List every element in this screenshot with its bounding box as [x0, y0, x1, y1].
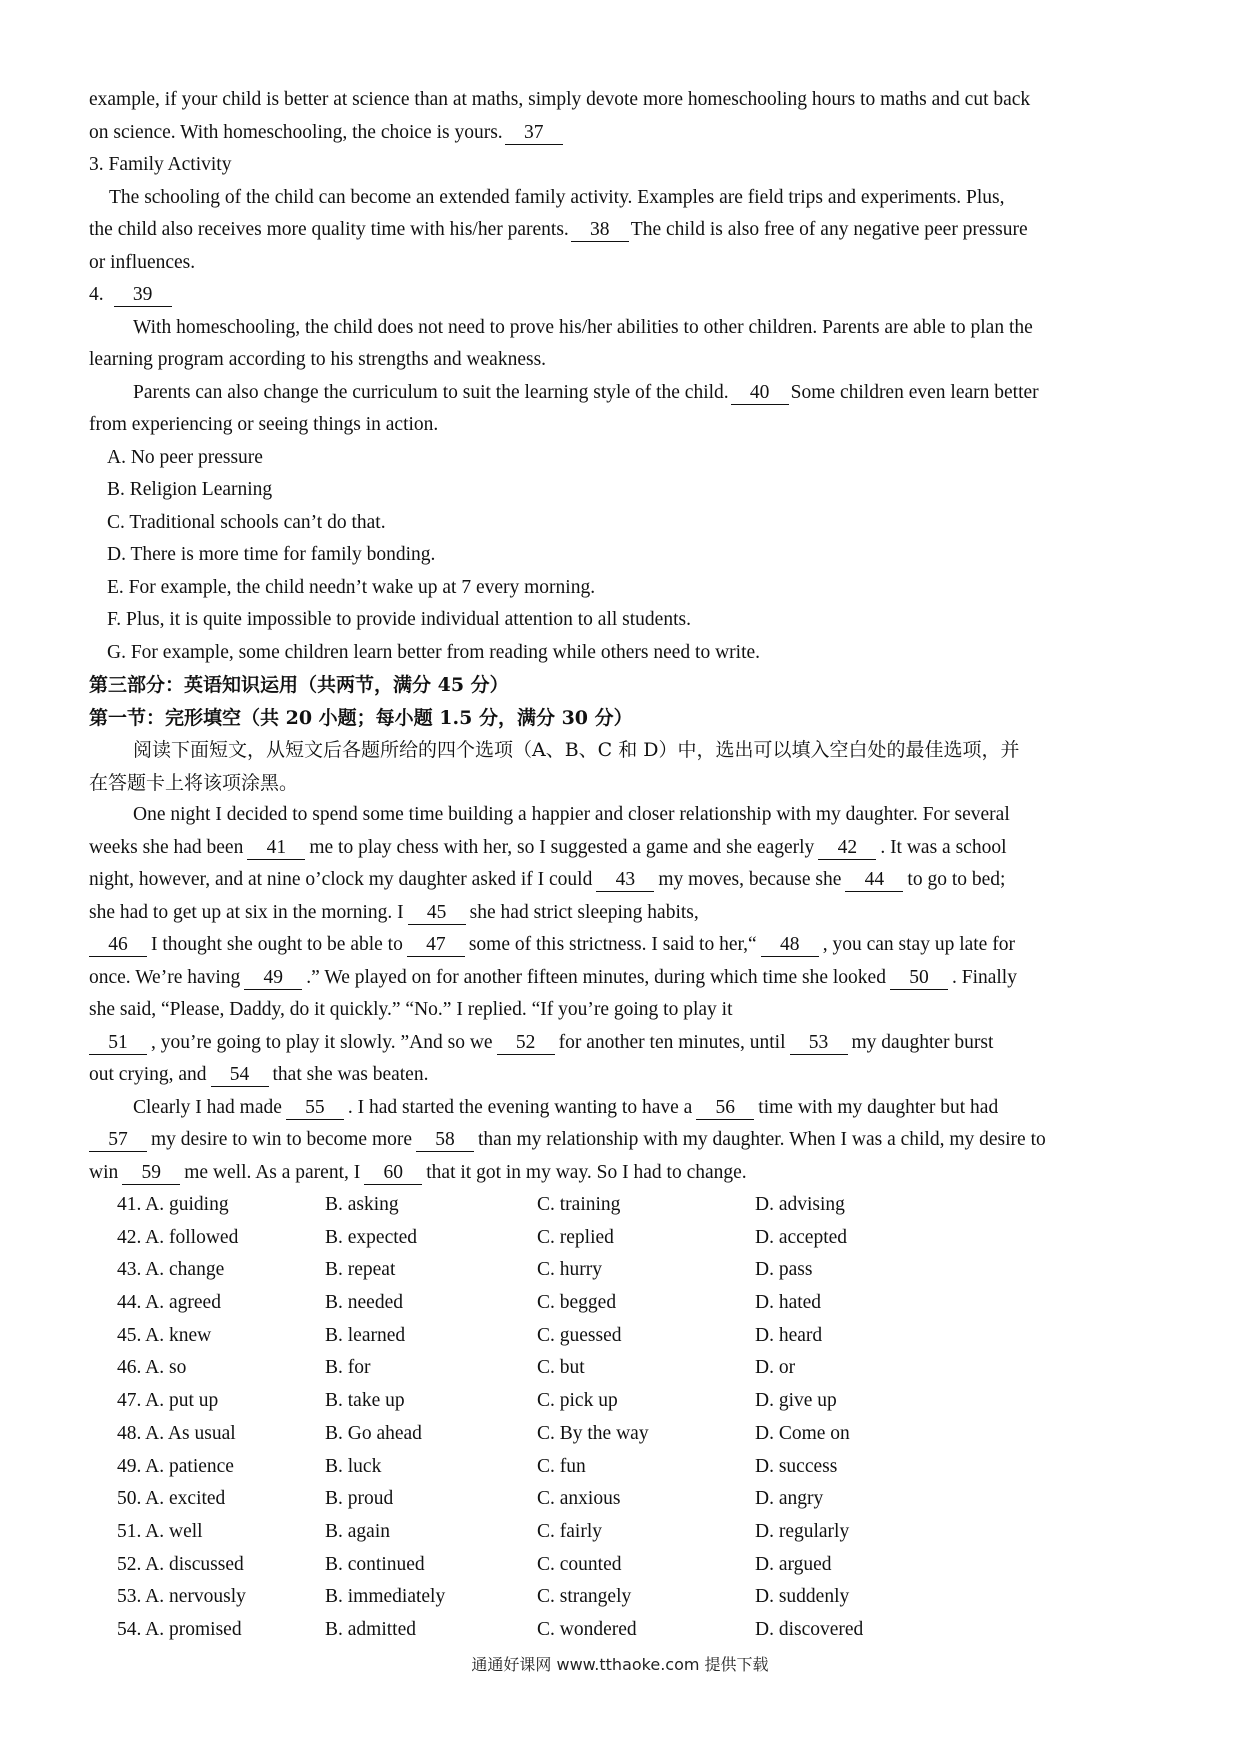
cloze-line: out crying, and 54 that she was beaten. — [89, 1064, 429, 1085]
choice-d: D. pass — [755, 1259, 813, 1281]
cloze-line: night, however, and at nine o’clock my daughter asked if I could 43 my moves, because she 44 to go to bed; — [89, 869, 1006, 890]
choice-b: B. asking — [325, 1194, 399, 1215]
blank-38: 38 — [571, 219, 629, 242]
blank-45: 45 — [408, 902, 466, 925]
choice-a: 41. A. guiding — [117, 1194, 229, 1215]
choice-c: C. replied — [537, 1226, 614, 1248]
text-line: learning program according to his strengths and weakness. — [89, 349, 547, 370]
blank-41: 41 — [247, 837, 305, 860]
instructions-line: 在答题卡上将该项涂黑。 — [89, 771, 299, 794]
choice-c: C. fun — [537, 1455, 586, 1477]
choice-c: C. begged — [537, 1292, 617, 1314]
choice-c: C. wondered — [537, 1618, 637, 1640]
blank-52: 52 — [497, 1032, 555, 1055]
choice-d: D. discovered — [755, 1618, 864, 1640]
choice-a: 49. A. patience — [117, 1455, 234, 1477]
choice-b: B. Go ahead — [325, 1422, 422, 1444]
text-line: With homeschooling, the child does not need to prove his/her abilities to other children. Parents are able to plan the — [133, 316, 1033, 338]
choice-b: B. expected — [325, 1226, 418, 1248]
choice-a: 52. A. discussed — [117, 1553, 244, 1575]
choice-row — [89, 1516, 1159, 1549]
text-line: or influences. — [89, 251, 196, 273]
choice-a: 50. A. excited — [117, 1488, 226, 1510]
blank-37: 37 — [505, 122, 563, 145]
blank-49: 49 — [244, 967, 302, 990]
cloze-line: she said, “Please, Daddy, do it quickly.” “No.” I replied. “If you’re going to play it — [89, 999, 733, 1020]
blank-60: 60 — [364, 1162, 422, 1185]
choice-b: B. take up — [325, 1390, 405, 1412]
blank-58: 58 — [416, 1129, 474, 1152]
choice-b: B. needed — [325, 1292, 403, 1314]
choice-b: B. proud — [325, 1488, 394, 1510]
text-line: on science. With homeschooling, the choice is yours. 37 — [89, 117, 1159, 150]
exam-page — [89, 84, 1159, 1647]
text-line: from experiencing or seeing things in action. — [89, 414, 439, 435]
choice-b: B. for — [325, 1357, 371, 1379]
cloze-line: One night I decided to spend some time building a happier and closer relationship with my daughter. For several — [133, 804, 1010, 825]
blank-44: 44 — [845, 869, 903, 892]
choice-c: C. anxious — [537, 1488, 621, 1510]
choice-row — [89, 1287, 1159, 1320]
choice-row — [89, 1614, 1159, 1647]
blank-53: 53 — [790, 1032, 848, 1055]
choice-b: B. learned — [325, 1324, 406, 1346]
option-f: F. Plus, it is quite impossible to provide individual attention to all students. — [107, 609, 691, 630]
choice-a: 51. A. well — [117, 1520, 203, 1542]
choice-row — [89, 1189, 1159, 1222]
choice-d: D. Come on — [755, 1422, 850, 1444]
choice-d: D. regularly — [755, 1520, 850, 1542]
choice-row — [89, 1254, 1159, 1287]
choice-a: 44. A. agreed — [117, 1292, 221, 1314]
option-c: C. Traditional schools can’t do that. — [107, 511, 386, 533]
part3-heading: 第三部分：英语知识运用（共两节，满分 45 分） — [89, 674, 509, 696]
choice-a: 48. A. As usual — [117, 1422, 236, 1444]
choice-c: C. hurry — [537, 1259, 602, 1281]
choice-d: D. hated — [755, 1292, 822, 1314]
choice-b: B. again — [325, 1520, 390, 1542]
subheading-4: 4. 39 — [89, 279, 1159, 312]
choice-c: C. strangely — [537, 1586, 632, 1608]
choice-d: D. or — [755, 1357, 796, 1379]
choice-row — [89, 1549, 1159, 1582]
blank-40: 40 — [731, 382, 789, 405]
answer-choices — [89, 1189, 1159, 1647]
choice-a: 45. A. knew — [117, 1324, 212, 1346]
text-line: example, if your child is better at science than at maths, simply devote more homeschooling hours to maths and cut back — [89, 89, 1031, 110]
cloze-line: 46 I thought she ought to be able to 47 some of this strictness. I said to her,“ 48 , you can stay up late for — [89, 929, 1159, 962]
text-line: The schooling of the child can become an extended family activity. Examples are field trips and experiments. Plus, — [109, 186, 1005, 208]
choice-a: 47. A. put up — [117, 1390, 219, 1412]
text-line: the child also receives more quality time with his/her parents. 38 The child is also free of any negative peer pressure — [89, 219, 1028, 240]
cloze-line: weeks she had been 41 me to play chess with her, so I suggested a game and she eagerly 42 . It was a school — [89, 836, 1007, 858]
choice-d: D. give up — [755, 1390, 837, 1412]
choice-row — [89, 1320, 1159, 1353]
choice-row — [89, 1581, 1159, 1614]
blank-55: 55 — [286, 1097, 344, 1120]
choice-b: B. luck — [325, 1455, 382, 1477]
cloze-line: she had to get up at six in the morning. I 45 she had strict sleeping habits, — [89, 901, 699, 923]
option-g: G. For example, some children learn better from reading while others need to write. — [107, 641, 761, 663]
blank-47: 47 — [407, 934, 465, 957]
choice-row — [89, 1418, 1159, 1451]
section1-heading: 第一节：完形填空（共 20 小题；每小题 1.5 分，满分 30 分） — [89, 706, 633, 729]
choice-c: C. counted — [537, 1553, 622, 1575]
option-a: A. No peer pressure — [107, 446, 263, 468]
blank-59: 59 — [122, 1162, 180, 1185]
option-e: E. For example, the child needn’t wake up at 7 every morning. — [107, 576, 596, 598]
choice-d: D. accepted — [755, 1226, 848, 1248]
choice-row — [89, 1222, 1159, 1255]
blank-43: 43 — [596, 869, 654, 892]
page-footer: 通通好课网 www.tthaoke.com 提供下载 — [471, 1655, 769, 1674]
choice-d: D. advising — [755, 1194, 845, 1215]
choice-c: C. By the way — [537, 1422, 649, 1444]
choice-c: C. training — [537, 1194, 621, 1215]
text-line: Parents can also change the curriculum to suit the learning style of the child. 40 Some children even learn better — [133, 381, 1039, 403]
blank-42: 42 — [818, 837, 876, 860]
cloze-line: 57 my desire to win to become more 58 than my relationship with my daughter. When I was a child, my desire to — [89, 1124, 1159, 1157]
choice-c: C. but — [537, 1357, 585, 1379]
choice-row — [89, 1385, 1159, 1418]
cloze-line: 51 , you’re going to play it slowly. ”And so we 52 for another ten minutes, until 53 my daughter burst — [89, 1027, 1159, 1060]
choice-a: 46. A. so — [117, 1357, 187, 1379]
blank-56: 56 — [696, 1097, 754, 1120]
choice-row — [89, 1451, 1159, 1484]
choice-d: D. argued — [755, 1553, 832, 1575]
blank-54: 54 — [211, 1064, 269, 1087]
cloze-line: Clearly I had made 55 . I had started the evening wanting to have a 56 time with my daughter but had — [133, 1096, 999, 1118]
cloze-line: win 59 me well. As a parent, I 60 that it got in my way. So I had to change. — [89, 1161, 747, 1183]
blank-46: 46 — [89, 934, 147, 957]
blank-48: 48 — [761, 934, 819, 957]
option-d: D. There is more time for family bonding. — [107, 544, 436, 565]
choice-row — [89, 1352, 1159, 1385]
choice-d: D. success — [755, 1455, 838, 1477]
blank-39: 39 — [114, 284, 172, 307]
blank-51: 51 — [89, 1032, 147, 1055]
choice-d: D. suddenly — [755, 1586, 850, 1608]
subheading-family-activity: 3. Family Activity — [89, 154, 232, 175]
choice-b: B. repeat — [325, 1259, 396, 1281]
choice-a: 54. A. promised — [117, 1618, 242, 1640]
choice-b: B. admitted — [325, 1618, 416, 1640]
choice-b: B. continued — [325, 1553, 425, 1575]
blank-50: 50 — [890, 967, 948, 990]
choice-row — [89, 1483, 1159, 1516]
instructions-line: 阅读下面短文，从短文后各题所给的四个选项（A、B、C 和 D）中，选出可以填入空白处的最佳选项，并 — [133, 739, 1020, 761]
choice-d: D. heard — [755, 1324, 823, 1346]
choice-c: C. guessed — [537, 1324, 622, 1346]
choice-c: C. fairly — [537, 1520, 602, 1542]
choice-a: 53. A. nervously — [117, 1586, 246, 1608]
cloze-line: once. We’re having 49 .” We played on for another fifteen minutes, during which time she looked 50 . Finally — [89, 966, 1017, 988]
choice-a: 42. A. followed — [117, 1226, 239, 1248]
option-b: B. Religion Learning — [107, 479, 273, 500]
choice-d: D. angry — [755, 1488, 824, 1510]
choice-c: C. pick up — [537, 1390, 618, 1412]
choice-a: 43. A. change — [117, 1259, 225, 1281]
choice-b: B. immediately — [325, 1586, 446, 1608]
blank-57: 57 — [89, 1129, 147, 1152]
